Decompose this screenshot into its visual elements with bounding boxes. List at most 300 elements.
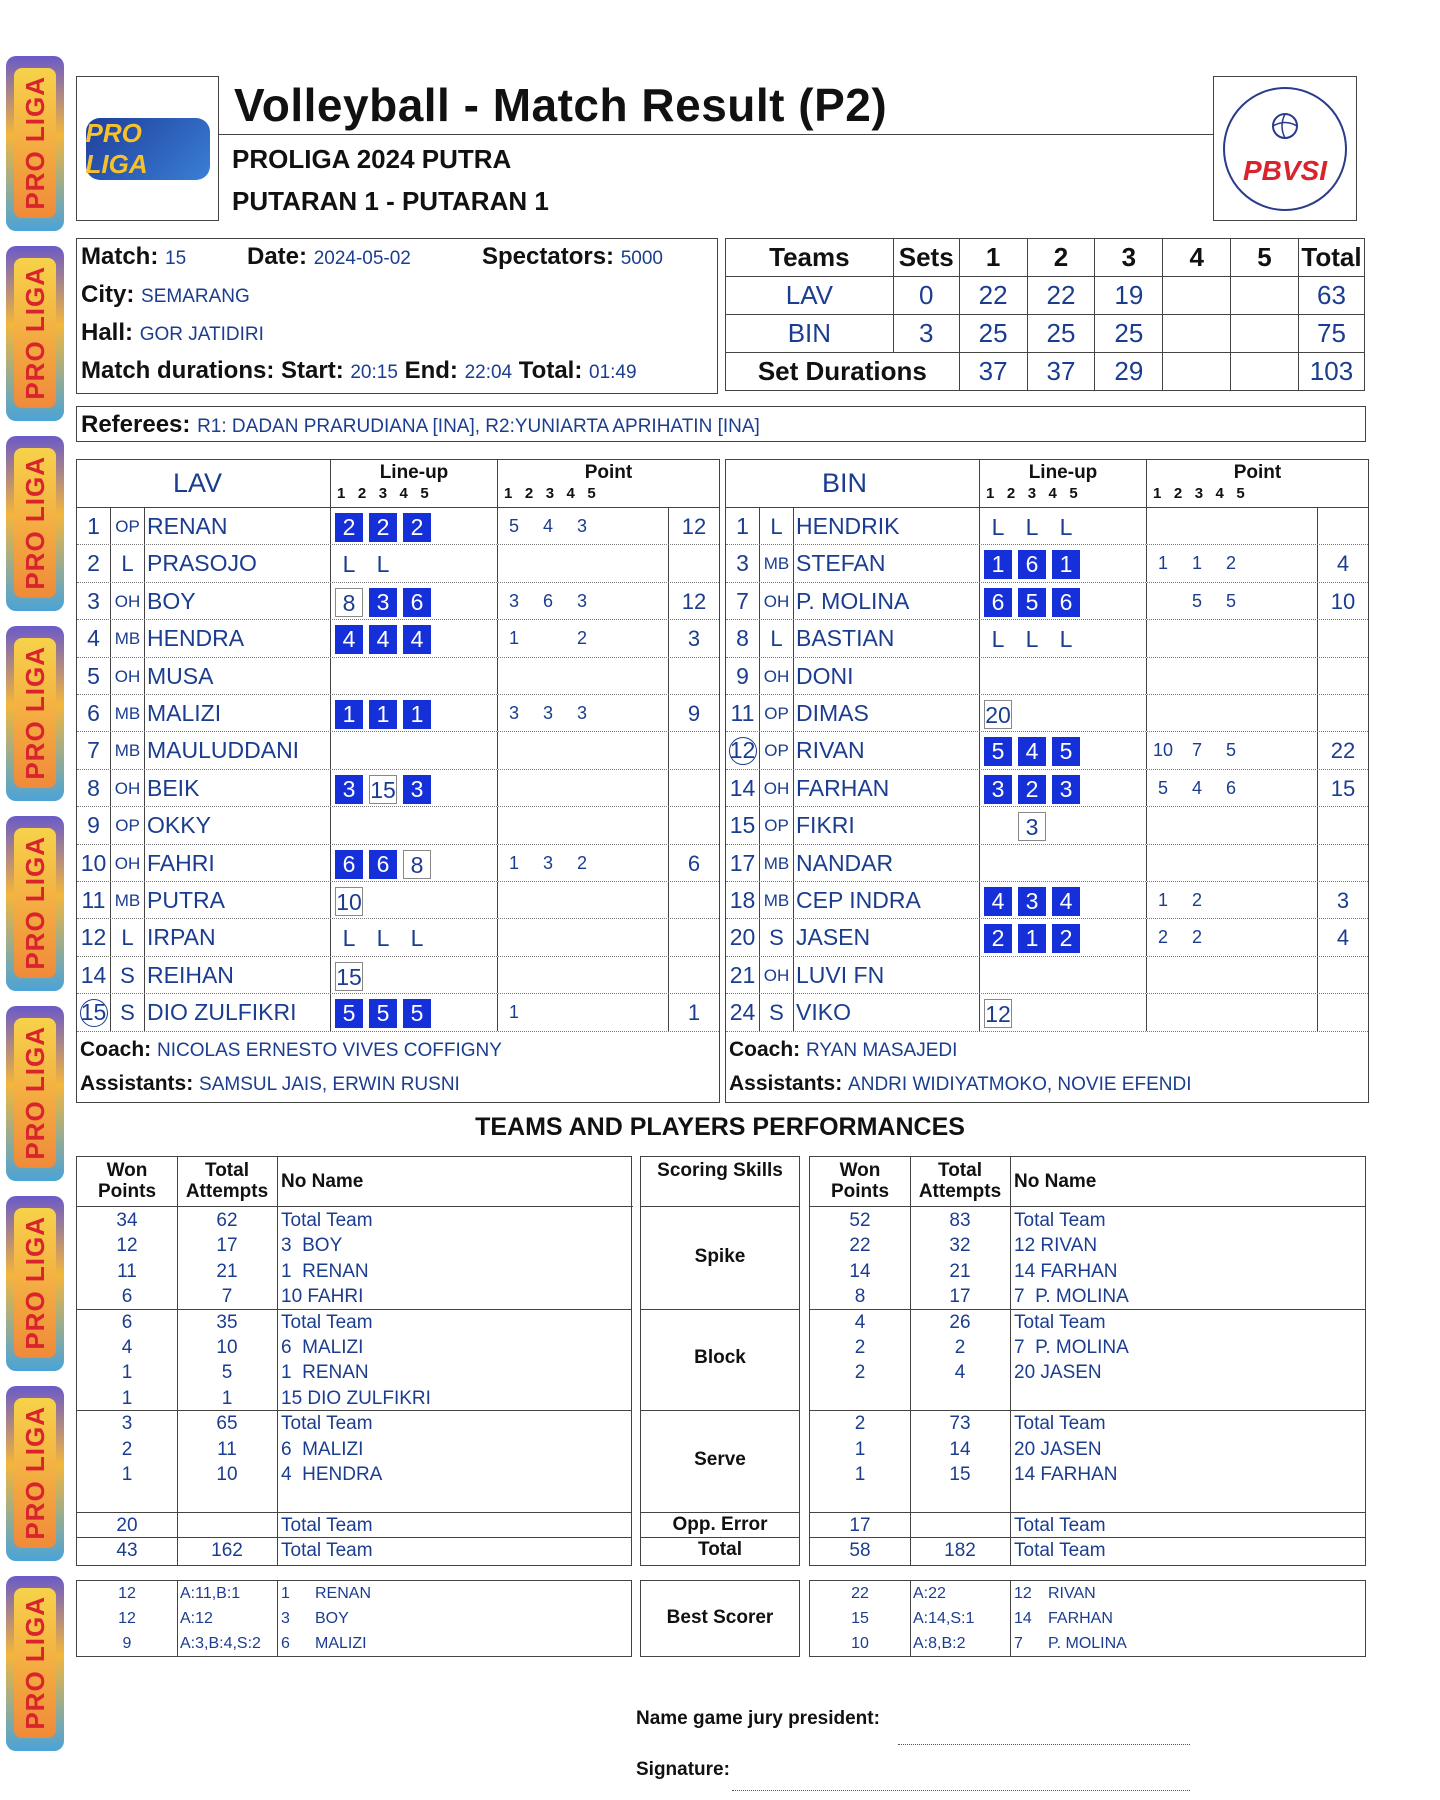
- player-name: CEP INDRA: [796, 887, 921, 913]
- total-attempts: 4: [954, 1362, 966, 1384]
- player-total-points: [669, 770, 719, 806]
- set-point-value: 4: [1191, 777, 1202, 798]
- player-row: [77, 919, 719, 956]
- player-number: 7: [726, 583, 760, 619]
- col-set-3: 3: [1095, 239, 1163, 277]
- lineup-position: L: [410, 925, 424, 952]
- col-total: Total: [1298, 239, 1364, 277]
- set-points: [498, 695, 669, 731]
- player-row: [77, 957, 719, 994]
- lineup-position: 4: [1018, 737, 1046, 766]
- sets-won: 3: [893, 315, 959, 353]
- player-entry: 10 FAHRI: [281, 1286, 364, 1308]
- performance-row: [77, 1259, 631, 1284]
- coach-name: RYAN MASAJEDI: [806, 1039, 958, 1061]
- group-divider: [641, 1537, 799, 1538]
- lineup-cells: [330, 957, 498, 993]
- sponsor-logo-inner: [14, 1018, 56, 1168]
- lineup-cells: [330, 695, 498, 731]
- referees-label: Referees:: [81, 411, 191, 438]
- performance-row: [77, 1233, 631, 1258]
- scoring-skill-label: Block: [694, 1347, 746, 1369]
- col-sets: Sets: [893, 239, 959, 277]
- set-point-value: [534, 620, 562, 656]
- player-position: S: [111, 957, 145, 993]
- proliga-logo-text: PRO LIGA: [85, 117, 148, 179]
- sponsor-logo: [6, 1006, 64, 1181]
- player-total-points: 9: [687, 701, 701, 726]
- player-position: S: [111, 994, 145, 1030]
- sponsor-logo-text: PRO LIGA: [19, 1216, 50, 1350]
- player-position: OH: [760, 583, 794, 619]
- best-scorer-number: 6: [281, 1635, 290, 1652]
- coach-label: Coach:: [729, 1037, 801, 1061]
- player-total-points: [1318, 845, 1368, 881]
- player-entry: 1 RENAN: [281, 1260, 369, 1282]
- player-entry: Total Team: [281, 1413, 373, 1435]
- player-name: NANDAR: [796, 849, 894, 876]
- best-scorer-points: 10: [851, 1635, 869, 1652]
- set-durations-label: Set Durations: [726, 353, 960, 391]
- player-name: P. MOLINA: [796, 587, 910, 614]
- won-points: 6: [121, 1311, 133, 1333]
- player-position: L: [111, 919, 145, 955]
- total-attempts: 21: [216, 1260, 238, 1282]
- hall-row: [81, 319, 264, 347]
- won-points: 1: [854, 1438, 866, 1460]
- player-row: [726, 695, 1368, 732]
- total-points: 63: [1298, 277, 1364, 315]
- set-points: [1147, 545, 1318, 581]
- match-number: 15: [165, 248, 187, 269]
- total-time: 01:49: [589, 362, 637, 383]
- set-score: [1231, 315, 1299, 353]
- player-number: 9: [77, 807, 111, 843]
- sponsor-logo: [6, 436, 64, 611]
- won-points-header: Won Points: [810, 1157, 910, 1207]
- player-row: [726, 807, 1368, 844]
- player-number: 15: [726, 807, 760, 843]
- lav-performance-table: [76, 1156, 632, 1566]
- set-point-value: 2: [576, 852, 587, 873]
- won-points: 14: [849, 1260, 871, 1282]
- player-total-points: 1: [687, 1000, 701, 1026]
- lineup-position: 2: [369, 513, 397, 542]
- won-points: 1: [121, 1387, 133, 1409]
- performance-row: [77, 1208, 631, 1233]
- player-entry: Total Team: [281, 1540, 373, 1562]
- lineup-position: 5: [369, 999, 397, 1028]
- team-name: LAV: [173, 468, 223, 498]
- best-scorer-name: P. MOLINA: [1048, 1635, 1127, 1652]
- lineup-cells: [979, 732, 1147, 768]
- best-scorer-number: 1: [281, 1585, 290, 1602]
- lineup-position: 1: [1052, 550, 1080, 579]
- scoring-skill-label: Opp. Error: [672, 1513, 768, 1535]
- player-name: MALIZI: [147, 700, 222, 726]
- player-number: 20: [726, 919, 760, 955]
- total-attempts: 182: [944, 1540, 976, 1562]
- header-divider: [219, 134, 1213, 135]
- city-label: City:: [81, 281, 135, 308]
- set-point-value: 3: [576, 590, 587, 611]
- lineup-position: 1: [369, 700, 397, 729]
- player-number: 5: [77, 658, 111, 694]
- city-value: SEMARANG: [141, 286, 250, 307]
- player-total-points: [669, 732, 719, 768]
- lineup-position: 5: [1052, 737, 1080, 766]
- lineup-position: L: [1025, 514, 1039, 540]
- lineup-position: 8: [335, 588, 363, 617]
- won-points: 20: [116, 1514, 138, 1536]
- lineup-cells: [979, 583, 1147, 619]
- player-entry: Total Team: [1014, 1514, 1106, 1536]
- date-row: [247, 243, 411, 271]
- player-position: OP: [760, 732, 794, 768]
- match-row: [81, 243, 186, 271]
- sponsor-logo-text: PRO LIGA: [19, 456, 50, 590]
- lineup-position: 2: [1052, 924, 1080, 953]
- lineup-cells: [979, 620, 1147, 656]
- player-total-points: 15: [1330, 775, 1356, 801]
- player-total-points: 3: [687, 626, 701, 652]
- won-points: 1: [854, 1464, 866, 1485]
- player-name: RIVAN: [796, 737, 865, 764]
- lineup-position: 15: [370, 776, 396, 803]
- lineup-position: L: [991, 514, 1005, 540]
- player-total-points: 22: [1330, 738, 1356, 764]
- team-lav-lineup: [76, 459, 720, 1103]
- set-point-value: 2: [1191, 927, 1202, 948]
- set-point-value: 1: [508, 852, 519, 873]
- performance-row: [77, 1335, 631, 1360]
- sets-won: 0: [893, 277, 959, 315]
- performance-row: [810, 1208, 1365, 1233]
- player-row: [77, 732, 719, 769]
- lineup-cells: [979, 508, 1147, 544]
- won-points: 2: [854, 1413, 866, 1435]
- lineup-position: 1: [1018, 924, 1046, 953]
- won-points: 43: [116, 1540, 138, 1562]
- player-entry: Total Team: [1014, 1413, 1106, 1435]
- lineup-position: 3: [1052, 775, 1080, 804]
- player-position: S: [760, 919, 794, 955]
- won-points: 2: [854, 1337, 866, 1358]
- player-row: [726, 994, 1368, 1031]
- player-total-points: [1318, 957, 1368, 993]
- best-scorer-breakdown: A:14,S:1: [913, 1610, 975, 1627]
- total-attempts: 7: [221, 1286, 233, 1308]
- player-row: [77, 695, 719, 732]
- score-header-row: [726, 239, 1365, 277]
- total-attempts: 83: [949, 1210, 971, 1231]
- lineup-cells: [330, 583, 498, 619]
- performance-row: [810, 1411, 1365, 1436]
- won-points: 58: [849, 1540, 871, 1562]
- sponsor-logo: [6, 626, 64, 801]
- total-attempts: 14: [949, 1438, 971, 1460]
- best-scorer-name: RENAN: [315, 1585, 372, 1602]
- sponsor-logo-inner: [14, 1588, 56, 1738]
- city-row: [81, 281, 250, 309]
- player-position: S: [760, 994, 794, 1030]
- player-number: 6: [77, 695, 111, 731]
- player-number: 3: [77, 583, 111, 619]
- best-scorer-points: 9: [122, 1635, 132, 1652]
- player-name: FIKRI: [796, 812, 855, 839]
- best-scorer-breakdown: A:22: [913, 1585, 946, 1602]
- best-scorer-row: [77, 1581, 631, 1606]
- player-name: DIMAS: [796, 700, 869, 726]
- group-divider: [641, 1512, 799, 1513]
- performance-row: [810, 1335, 1365, 1360]
- set-points: [498, 545, 669, 581]
- player-total-points: [1318, 620, 1368, 656]
- performance-row: [77, 1411, 631, 1436]
- best-scorer-points: 15: [851, 1610, 869, 1627]
- player-row: [726, 957, 1368, 994]
- set-points: [1147, 919, 1318, 955]
- won-points: 2: [854, 1362, 866, 1384]
- best-scorer-name: BOY: [315, 1610, 349, 1627]
- won-points: 1: [121, 1362, 133, 1384]
- point-set-numbers: 1 2 3 4 5: [1153, 485, 1245, 502]
- set-points: [1147, 620, 1318, 656]
- player-name: LUVI FN: [796, 961, 885, 988]
- lineup-position: L: [342, 551, 356, 578]
- player-entry: Total Team: [1014, 1210, 1106, 1231]
- performance-row: [810, 1462, 1365, 1487]
- player-number: 10: [77, 845, 111, 881]
- best-scorer-breakdown: A:3,B:4,S:2: [180, 1635, 261, 1652]
- player-number: 11: [726, 695, 760, 731]
- col-set-4: 4: [1163, 239, 1231, 277]
- set-point-value: 3: [508, 703, 519, 723]
- lineup-position: L: [1059, 514, 1073, 540]
- total-attempts: 17: [949, 1286, 971, 1308]
- player-entry: 3 BOY: [281, 1235, 343, 1257]
- set-point-value: 2: [1225, 553, 1236, 574]
- set-duration: 37: [1027, 353, 1095, 391]
- set-point-value: 2: [1191, 890, 1202, 910]
- performance-row: [77, 1538, 631, 1563]
- lineup-cells: [979, 770, 1147, 806]
- player-name: HENDRIK: [796, 513, 900, 539]
- set-points: [1147, 845, 1318, 881]
- set-score: [1163, 315, 1231, 353]
- total-attempts: 1: [221, 1387, 233, 1409]
- player-position: OP: [760, 807, 794, 843]
- set-point-value: 1: [1157, 553, 1168, 574]
- won-points: 2: [121, 1438, 133, 1460]
- spectators-row: [482, 243, 663, 271]
- player-position: OH: [760, 770, 794, 806]
- set-points: [498, 994, 669, 1030]
- player-total-points: 12: [681, 514, 707, 539]
- player-position: MB: [111, 620, 145, 656]
- player-entry: 6 MALIZI: [281, 1438, 364, 1460]
- player-position: MB: [111, 695, 145, 731]
- lineup-position: 6: [369, 850, 397, 879]
- player-position: OH: [760, 658, 794, 694]
- lineup-position: 6: [403, 588, 431, 617]
- coach-row: [80, 1038, 502, 1062]
- set-points: [498, 957, 669, 993]
- player-row: [77, 770, 719, 807]
- player-total-points: [669, 545, 719, 581]
- lineup-position: 6: [984, 588, 1012, 617]
- total-label: Total:: [518, 357, 583, 384]
- hall-label: Hall:: [81, 319, 134, 346]
- player-row: [77, 583, 719, 620]
- player-row: [726, 620, 1368, 657]
- player-position: L: [111, 545, 145, 581]
- point-header-label: Point: [1233, 462, 1282, 483]
- lineup-cells: [330, 994, 498, 1030]
- sponsor-logo-inner: [14, 638, 56, 788]
- assistants-row: [729, 1072, 1191, 1096]
- best-scorer-breakdown: A:11,B:1: [180, 1585, 241, 1602]
- captain-marker: [80, 999, 108, 1027]
- bin-performance-table: [809, 1156, 1366, 1566]
- set-duration: [1231, 353, 1299, 391]
- player-entry: Total Team: [281, 1311, 373, 1333]
- player-position: MB: [760, 845, 794, 881]
- proliga-logo: [76, 76, 219, 221]
- sponsor-logo: [6, 1576, 64, 1751]
- match-date: 2024-05-02: [313, 248, 411, 269]
- lineup-position: 1: [984, 550, 1012, 579]
- player-number: 17: [726, 845, 760, 881]
- set-duration: 29: [1095, 353, 1163, 391]
- sponsor-logo-inner: [14, 448, 56, 598]
- won-points: 4: [854, 1311, 866, 1333]
- group-divider: [641, 1410, 799, 1411]
- lineup-position: 5: [335, 999, 363, 1028]
- total-attempts: 162: [211, 1540, 243, 1562]
- player-row: [77, 508, 719, 545]
- score-row-lav: [726, 277, 1365, 315]
- lineup-header-label: Line-up: [379, 462, 449, 483]
- player-entry: 20 JASEN: [1014, 1438, 1102, 1460]
- player-total-points: [669, 957, 719, 993]
- won-points: 3: [121, 1413, 133, 1435]
- lineup-cells: [979, 695, 1147, 731]
- set-point-value: 5: [1225, 740, 1236, 761]
- set-points: [498, 583, 669, 619]
- lineup-position: 2: [984, 924, 1012, 953]
- lineup-position: 12: [985, 1001, 1011, 1028]
- player-total-points: 4: [1336, 551, 1350, 577]
- player-row: [77, 807, 719, 844]
- set-point-value: 1: [1191, 553, 1202, 574]
- bin-best-scorers: [809, 1580, 1366, 1657]
- durations-label: Match durations:: [81, 357, 275, 384]
- player-total-points: [1318, 695, 1368, 731]
- lineup-position: 6: [1018, 550, 1046, 579]
- lineup-position: 3: [984, 775, 1012, 804]
- lineup-cells: [330, 508, 498, 544]
- player-position: OP: [760, 695, 794, 731]
- player-name: FARHAN: [796, 774, 890, 801]
- referees: [76, 406, 1366, 442]
- set-point-value: 3: [542, 703, 553, 723]
- end-label: End:: [404, 357, 458, 384]
- player-number: 11: [77, 882, 111, 918]
- set-points: [1147, 583, 1318, 619]
- lineup-position: 2: [335, 513, 363, 542]
- player-name: STEFAN: [796, 550, 886, 577]
- set-points: [1147, 957, 1318, 993]
- won-points-header: Won Points: [77, 1157, 177, 1207]
- player-name: MAULUDDANI: [147, 737, 300, 764]
- sponsor-logo-inner: [14, 828, 56, 978]
- player-row: [726, 845, 1368, 882]
- set-point-value: 3: [576, 703, 587, 723]
- player-name: IRPAN: [147, 924, 216, 951]
- sponsor-logo: [6, 1196, 64, 1371]
- set-points: [498, 620, 669, 656]
- lineup-position: L: [1025, 626, 1039, 653]
- best-scorer-number: 14: [1014, 1610, 1032, 1627]
- lineup-cells: [979, 882, 1147, 918]
- player-total-points: [1318, 994, 1368, 1030]
- performance-row: [810, 1360, 1365, 1385]
- performance-title: TEAMS AND PLAYERS PERFORMANCES: [475, 1113, 965, 1141]
- jury-president-line[interactable]: [898, 1744, 1190, 1745]
- player-position: L: [760, 508, 794, 544]
- lineup-cells: [979, 658, 1147, 694]
- durations-row: [81, 357, 637, 385]
- best-scorer-label: Best Scorer: [666, 1607, 774, 1628]
- player-row: [726, 919, 1368, 956]
- best-scorer-row: [810, 1581, 1365, 1606]
- player-name: DONI: [796, 662, 854, 689]
- performance-row: [77, 1513, 631, 1538]
- set-point-value: 3: [576, 516, 587, 536]
- signature-line[interactable]: [732, 1790, 1190, 1791]
- lineup-set-numbers: 1 2 3 4 5: [337, 485, 429, 502]
- score-row-bin: [726, 315, 1365, 353]
- lineup-cells: [330, 732, 498, 768]
- best-scorer-points: 12: [118, 1610, 136, 1627]
- team-name: LAV: [726, 277, 894, 315]
- best-scorer-breakdown: A:12: [180, 1610, 213, 1627]
- assistants-row: [80, 1072, 460, 1096]
- sponsor-logo-inner: [14, 1398, 56, 1548]
- lineup-position: 3: [369, 588, 397, 617]
- best-scorer-label-box: [640, 1580, 800, 1657]
- set-points: [498, 658, 669, 694]
- player-number: 14: [726, 770, 760, 806]
- performance-row: [77, 1437, 631, 1462]
- lineup-cells: [979, 957, 1147, 993]
- point-header: [498, 460, 719, 508]
- player-name: BASTIAN: [796, 625, 895, 652]
- performance-row: [77, 1386, 631, 1411]
- set-point-value: 3: [542, 852, 553, 873]
- player-total-points: 12: [681, 588, 707, 614]
- player-position: MB: [760, 882, 794, 918]
- set-score: 25: [1027, 315, 1095, 353]
- won-points: 34: [116, 1210, 138, 1231]
- total-attempts-header: Total Attempts: [177, 1157, 277, 1207]
- player-row: [77, 545, 719, 582]
- col-teams: Teams: [726, 239, 894, 277]
- player-name: JASEN: [796, 924, 871, 951]
- sponsor-logo: [6, 816, 64, 991]
- set-score: 25: [1095, 315, 1163, 353]
